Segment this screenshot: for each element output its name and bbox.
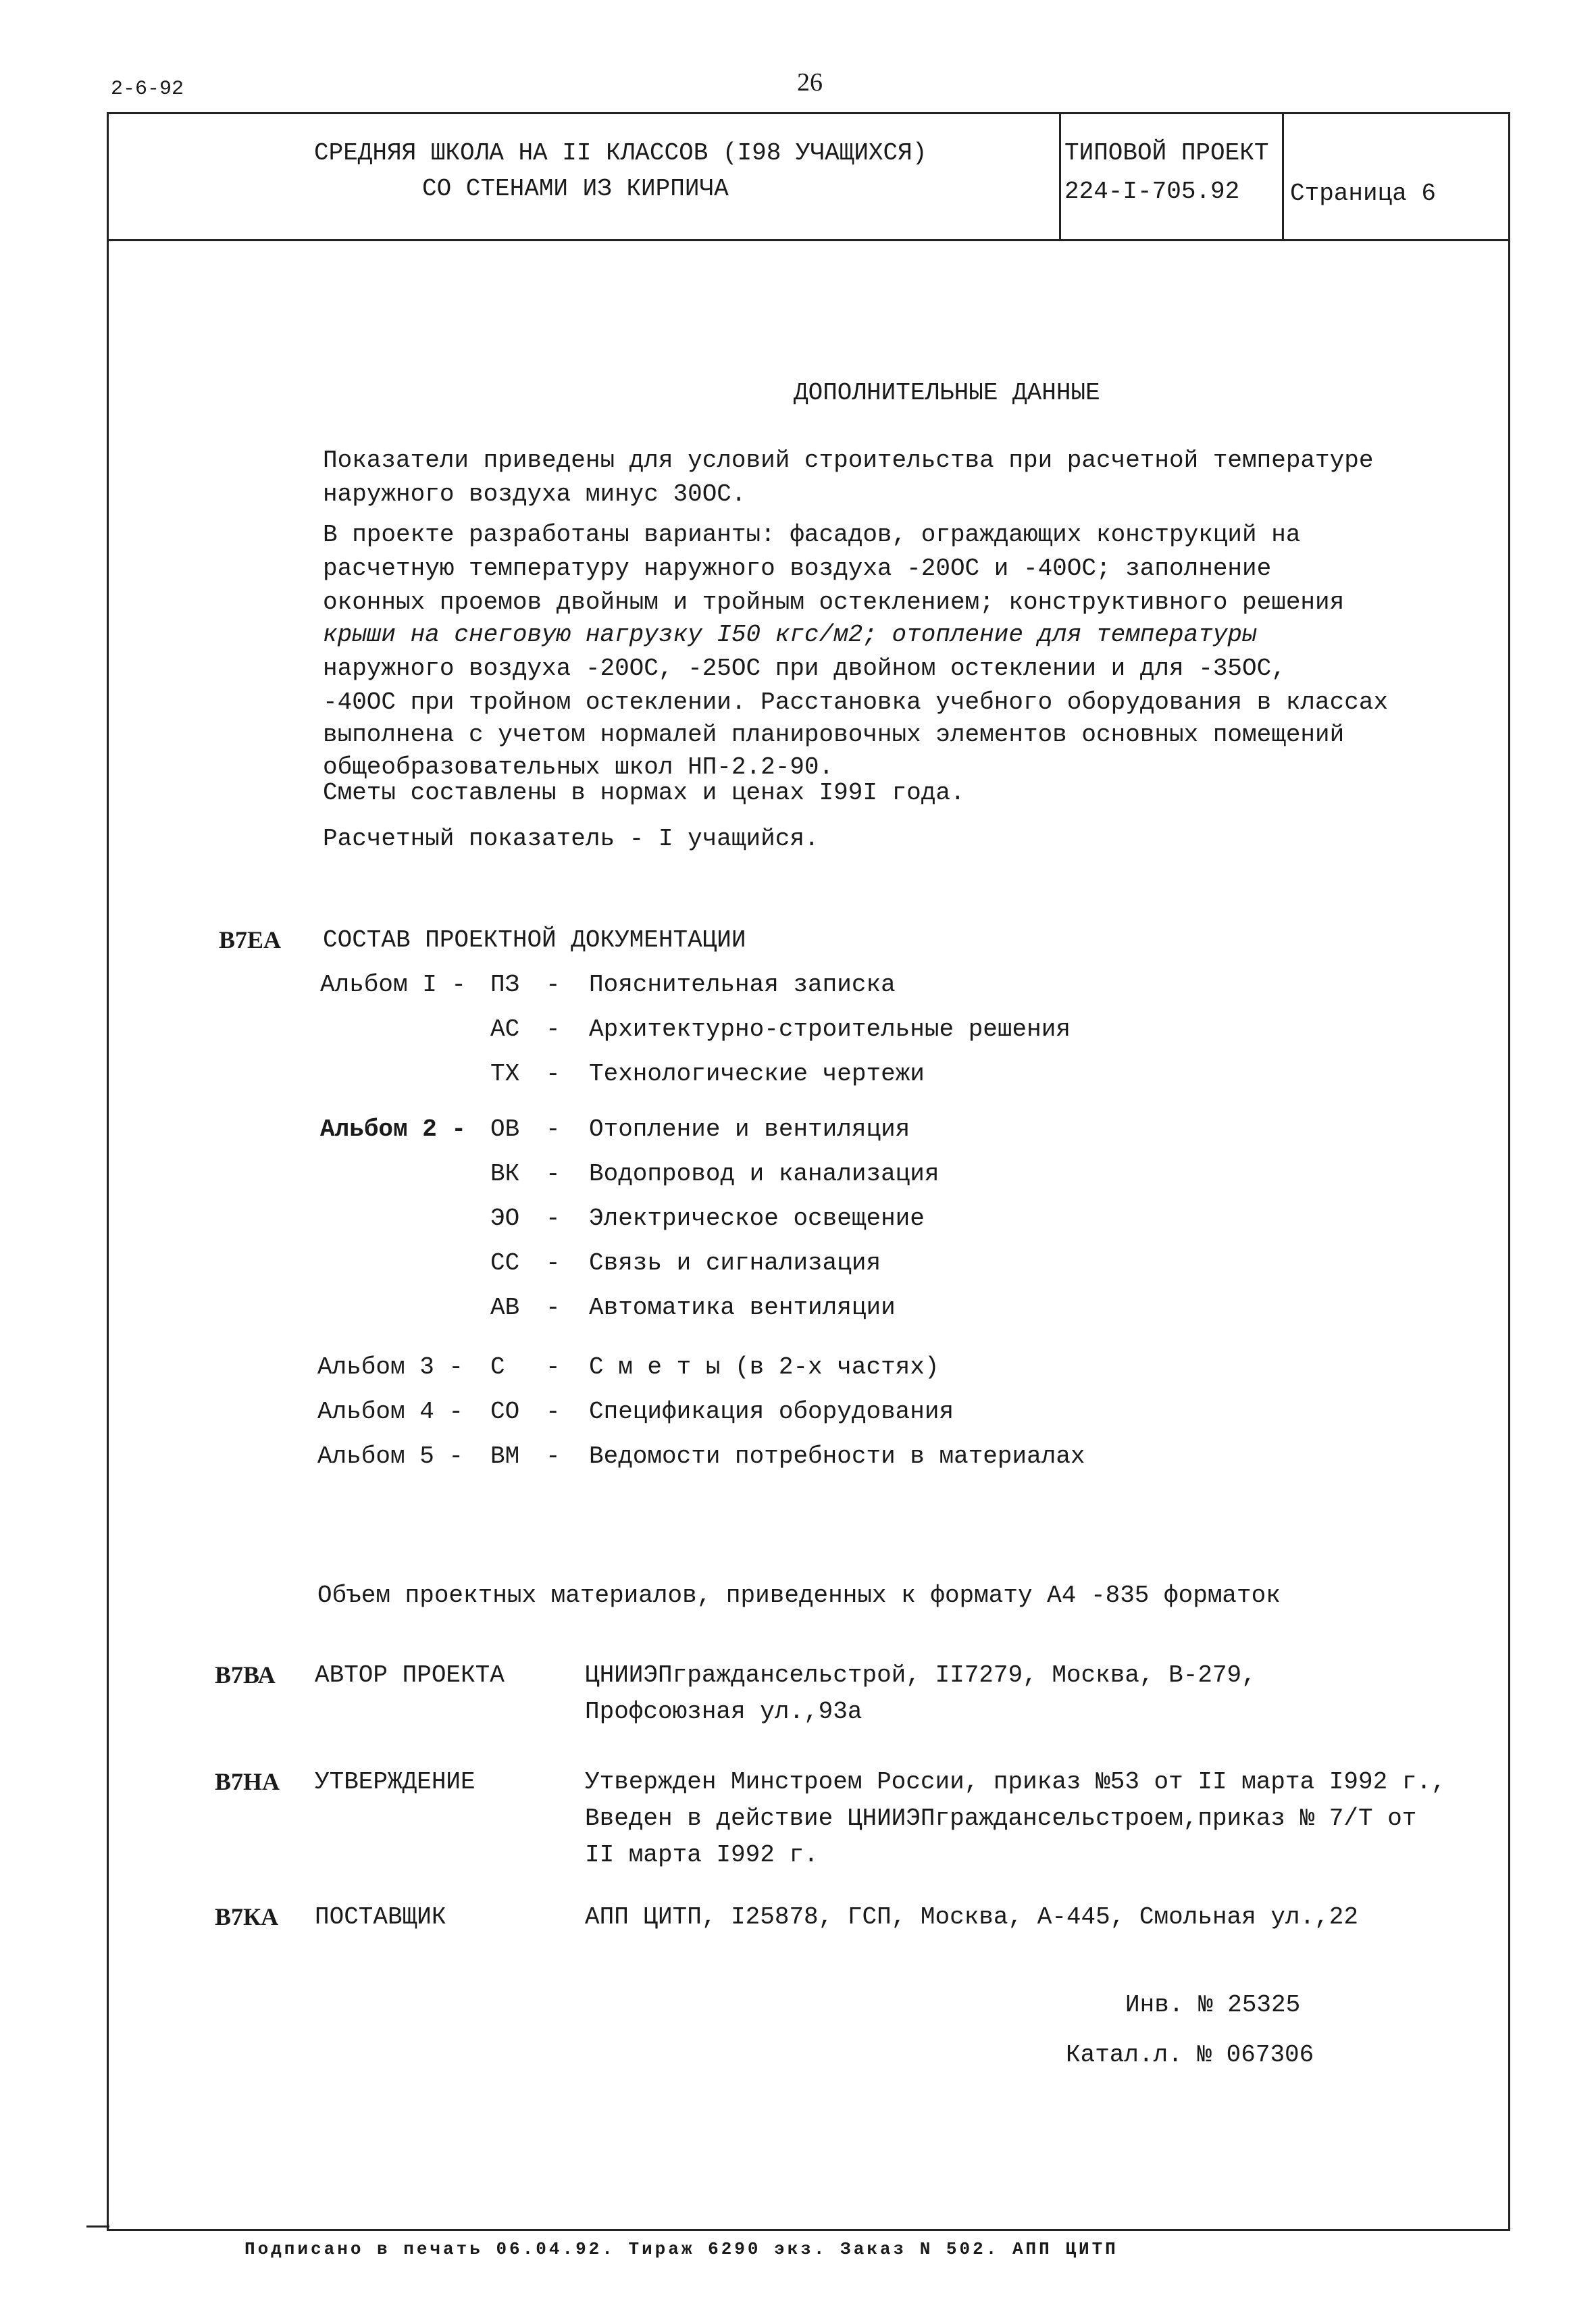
document-date: 2-6-92 (111, 78, 184, 101)
paragraph-line: В проекте разработаны варианты: фасадов, ограждающих конструкций на (323, 521, 1301, 549)
composition-code: В7ЕА (219, 926, 282, 953)
doc-dash: - (546, 1353, 561, 1381)
doc-dash: - (546, 1249, 561, 1277)
paragraph-line: выполнена с учетом нормалей планировочных элементов основных помещений (323, 721, 1345, 749)
title-block-divider (107, 239, 1508, 241)
album-label: Альбом 3 - (317, 1353, 464, 1381)
approval-line: II марта I992 г. (585, 1841, 819, 1869)
paragraph-line: крыши на снеговую нагрузку I50 кгс/м2; отопление для температуры (323, 621, 1257, 649)
supplier-label: ПОСТАВЩИК (315, 1903, 446, 1931)
inventory-number: Инв. № 25325 (1125, 1991, 1301, 2019)
paragraph-line: расчетную температуру наружного воздуха -20ОС и -40ОС; заполнение (323, 555, 1272, 582)
doc-desc: С м е т ы (в 2-х частях) (589, 1353, 939, 1381)
title-block-separator-2 (1282, 112, 1284, 241)
paragraph-4: Расчетный показатель - I учащийся. (323, 825, 819, 853)
doc-desc: Электрическое освещение (589, 1205, 925, 1232)
doc-desc: Отопление и вентиляция (589, 1115, 910, 1143)
page-number: 26 (797, 68, 823, 97)
supplier-code: В7КА (215, 1903, 279, 1930)
doc-dash: - (546, 1160, 561, 1188)
composition-title: СОСТАВ ПРОЕКТНОЙ ДОКУМЕНТАЦИИ (323, 926, 746, 954)
approval-code: В7НА (215, 1768, 280, 1795)
doc-desc: Архитектурно-строительные решения (589, 1015, 1071, 1043)
print-footer: Подписано в печать 06.04.92. Тираж 6290 экз. Заказ N 502. АПП ЦИТП (244, 2239, 1118, 2259)
approval-line: Утвержден Минстроем России, приказ №53 от II марта I992 г., (585, 1768, 1446, 1796)
doc-desc: Пояснительная записка (589, 971, 896, 999)
doc-abbr: ВМ (490, 1442, 520, 1470)
doc-abbr: АВ (490, 1294, 520, 1322)
album-label: Альбом 2 - (320, 1115, 467, 1143)
doc-abbr: ПЗ (490, 971, 520, 999)
volume-note: Объем проектных материалов, приведенных к формату А4 -835 форматок (317, 1582, 1281, 1609)
album-label: Альбом 5 - (317, 1442, 464, 1470)
album-label: Альбом I - (320, 971, 467, 999)
doc-desc: Спецификация оборудования (589, 1398, 954, 1426)
doc-abbr: ОВ (490, 1115, 520, 1143)
project-number: 224-I-705.92 (1064, 178, 1240, 205)
doc-abbr: АС (490, 1015, 520, 1043)
title-block-separator-1 (1059, 112, 1061, 241)
doc-dash: - (546, 1015, 561, 1043)
doc-desc: Связь и сигнализация (589, 1249, 881, 1277)
author-line: Профсоюзная ул.,93а (585, 1698, 863, 1726)
doc-dash: - (546, 1115, 561, 1143)
section-title: ДОПОЛНИТЕЛЬНЫЕ ДАННЫЕ (794, 379, 1100, 407)
sheet-page-label: Страница 6 (1290, 180, 1437, 207)
doc-desc: Технологические чертежи (589, 1060, 925, 1088)
doc-abbr: ЭО (490, 1205, 520, 1232)
doc-abbr: ТХ (490, 1060, 520, 1088)
doc-desc: Водопровод и канализация (589, 1160, 939, 1188)
catalog-number: Катал.л. № 067306 (1066, 2041, 1314, 2069)
frame-tick-left (86, 2225, 109, 2228)
doc-desc: Автоматика вентиляции (589, 1294, 896, 1322)
paragraph-line: наружного воздуха минус 30ОС. (323, 480, 746, 508)
paragraph-line: Показатели приведены для условий строительства при расчетной температуре (323, 447, 1374, 474)
paragraph-line: -40ОС при тройном остеклении. Расстановка учебного оборудования в классах (323, 688, 1389, 716)
paragraph-3: Сметы составлены в нормах и ценах I99I года. (323, 779, 965, 807)
title-line-2: СО СТЕНАМИ ИЗ КИРПИЧА (422, 175, 729, 203)
approval-line: Введен в действие ЦНИИЭПграждансельстроем,приказ № 7/Т от (585, 1805, 1417, 1832)
approval-label: УТВЕРЖДЕНИЕ (315, 1768, 475, 1796)
doc-desc: Ведомости потребности в материалах (589, 1442, 1085, 1470)
doc-abbr: С (490, 1353, 505, 1381)
paragraph-line: наружного воздуха -20ОС, -25ОС при двойном остеклении и для -35ОС, (323, 655, 1286, 682)
author-line: ЦНИИЭПграждансельстрой, II7279, Москва, В-279, (585, 1661, 1256, 1689)
supplier-text: АПП ЦИТП, I25878, ГСП, Москва, А-445, Смольная ул.,22 (585, 1903, 1358, 1931)
paragraph-line: общеобразовательных школ НП-2.2-90. (323, 753, 834, 781)
doc-abbr: СС (490, 1249, 520, 1277)
doc-abbr: ВК (490, 1160, 520, 1188)
project-label: ТИПОВОЙ ПРОЕКТ (1064, 139, 1269, 167)
paragraph-line: оконных проемов двойным и тройным остеклением; конструктивного решения (323, 588, 1345, 616)
doc-dash: - (546, 971, 561, 999)
doc-dash: - (546, 1205, 561, 1232)
doc-dash: - (546, 1398, 561, 1426)
author-label: АВТОР ПРОЕКТА (315, 1661, 505, 1689)
title-line-1: СРЕДНЯЯ ШКОЛА НА II КЛАССОВ (I98 УЧАЩИХСЯ) (314, 139, 927, 167)
doc-dash: - (546, 1294, 561, 1322)
album-label: Альбом 4 - (317, 1398, 464, 1426)
doc-abbr: СО (490, 1398, 520, 1426)
author-code: В7ВА (215, 1661, 276, 1688)
doc-dash: - (546, 1060, 561, 1088)
doc-dash: - (546, 1442, 561, 1470)
